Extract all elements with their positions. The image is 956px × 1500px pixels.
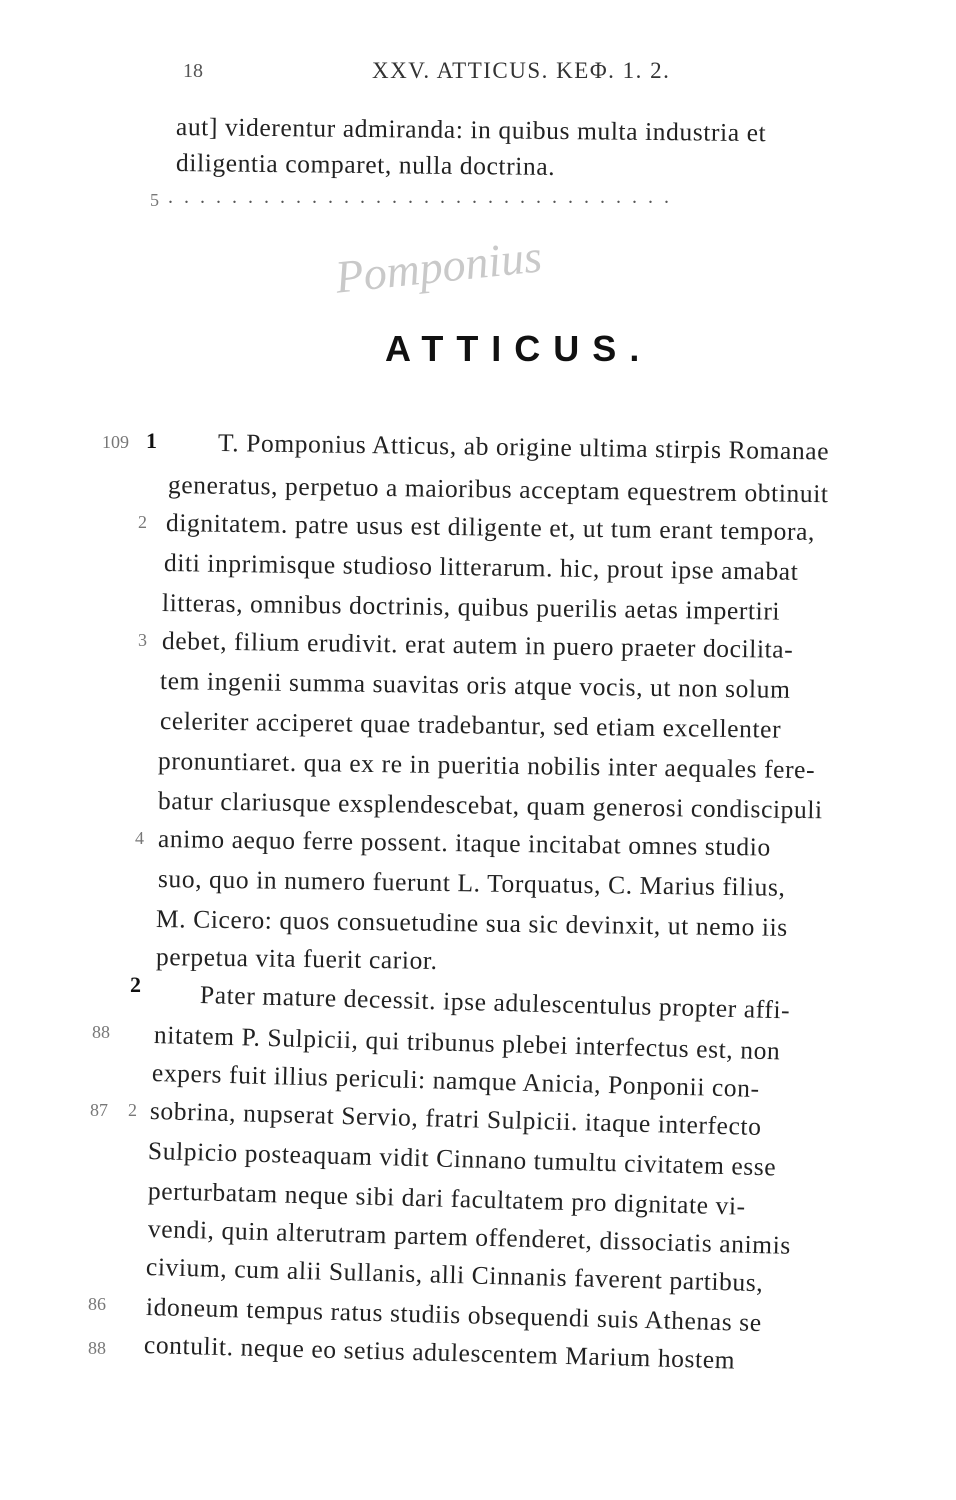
margin-year: 86 (88, 1294, 106, 1314)
body-line: vendi, quin alterutram partem offenderet, dissociatis animis (147, 1214, 792, 1260)
preface-line: diligentia comparet, nulla doctrina. (175, 148, 556, 181)
body-line: civium, cum alii Sullanis, alli Cinnanis faverent partibus, (145, 1252, 764, 1298)
body-line: M. Cicero: quos consuetudine sua sic devinxit, ut nemo iis (155, 904, 789, 942)
section-title: ATTICUS. (385, 328, 653, 369)
margin-year: 88 (92, 1022, 110, 1042)
body-line: debet, filium erudivit. erat autem in puero praeter docilita- (161, 626, 794, 664)
body-line: perpetua vita fuerit carior. (155, 942, 438, 975)
handwritten-annotation: Pomponius (332, 230, 545, 303)
paragraph-number: 4 (135, 828, 144, 848)
paragraph-number: 3 (138, 630, 147, 650)
body-line: nitatem P. Sulpicii, qui tribunus plebei interfectus est, non (153, 1020, 781, 1066)
chapter-number: 2 (130, 972, 141, 997)
body-line: batur clariusque exsplendescebat, quam generosi condiscipuli (157, 786, 823, 825)
paragraph-number: 2 (138, 512, 147, 532)
preface-line-number: 5 (150, 190, 159, 210)
body-line: T. Pomponius Atticus, ab origine ultima stirpis Romanae (217, 428, 830, 466)
body-line: perturbatam neque sibi dari facultatem pro dignitate vi- (147, 1176, 747, 1221)
body-line: contulit. neque eo setius adulescentem Marium hostem (143, 1330, 736, 1375)
body-line: animo aequo ferre possent. itaque incitabat omnes studio (157, 824, 772, 862)
body-line: Sulpicio posteaquam vidit Cinnano tumultu civitatem esse (147, 1136, 777, 1182)
running-head: XXV. ATTICUS. ΚΕΦ. 1. 2. (372, 58, 671, 83)
preface-line: aut] viderentur admiranda: in quibus multa industria et (175, 112, 767, 148)
body-line: pronuntiaret. qua ex re in pueritia nobilis inter aequales fere- (157, 746, 816, 785)
margin-year: 109 (102, 432, 129, 452)
body-line: tem ingenii summa suavitas oris atque vocis, ut non solum (159, 666, 791, 704)
body-line: litteras, omnibus doctrinis, quibus puerilis aetas impertiri (161, 588, 781, 626)
body-line: diti inprimisque studioso litterarum. hic, prout ipse amabat (163, 548, 799, 586)
body-line: generatus, perpetuo a maioribus acceptam equestrem obtinuit (167, 470, 829, 509)
body-line: dignitatem. patre usus est diligente et, ut tum erant tempora, (165, 508, 816, 547)
body-line: celeriter acciperet quae tradebantur, sed etiam excellenter (159, 706, 782, 744)
paragraph-number: 2 (128, 1100, 137, 1120)
body-line: expers fuit illius periculi: namque Anicia, Ponponii con- (151, 1058, 761, 1103)
ellipsis-dots: ................................ (168, 186, 680, 208)
body-line: idoneum tempus ratus studiis obsequendi suis Athenas se (145, 1292, 763, 1338)
body-line: Pater mature decessit. ipse adulescentulus propter affi- (199, 980, 791, 1025)
body-line: sobrina, nupserat Servio, fratri Sulpicii. itaque interfecto (149, 1096, 762, 1142)
page-number: 18 (183, 60, 203, 82)
body-line: suo, quo in numero fuerunt L. Torquatus, C. Marius filius, (157, 864, 786, 902)
margin-year: 88 (88, 1338, 106, 1358)
chapter-number: 1 (146, 428, 157, 453)
margin-year: 87 (90, 1100, 108, 1120)
